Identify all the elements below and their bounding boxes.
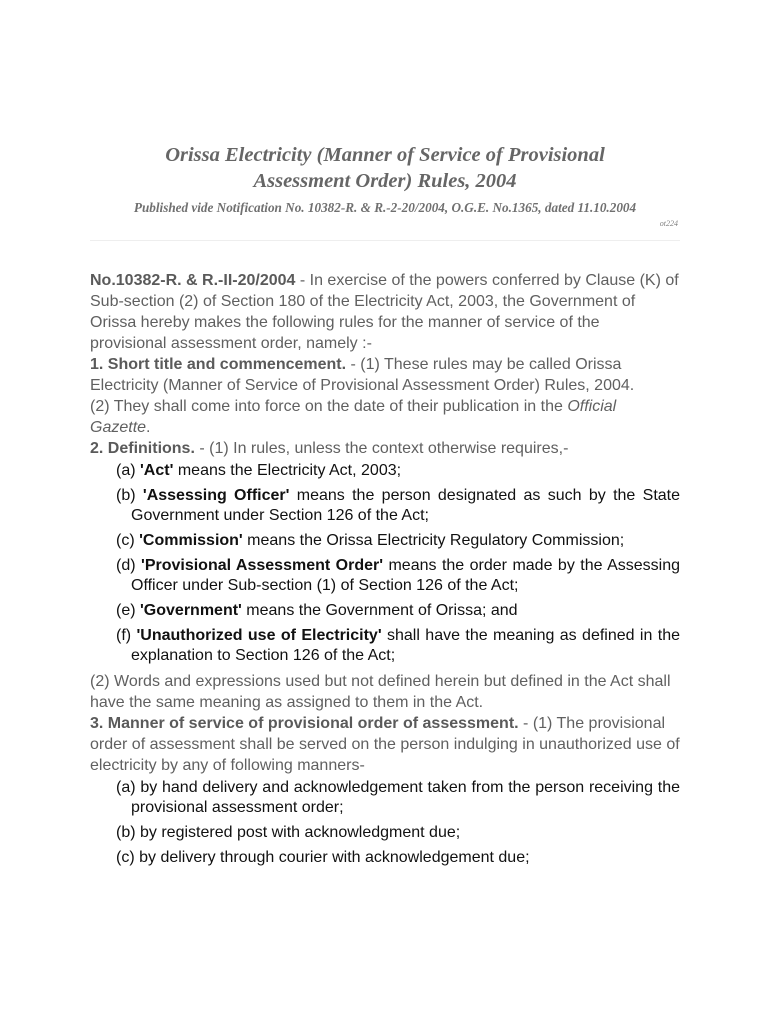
manner-item: (a) by hand delivery and acknowledgement taken from the person receiving the provisional assessment order; — [116, 779, 680, 816]
definition-item — [90, 461, 680, 481]
definition-label: (a) — [116, 462, 140, 479]
definition-label: (f) — [116, 627, 137, 644]
definition-term: 'Unauthorized use of Electricity' — [136, 627, 382, 644]
definitions-list — [90, 461, 680, 666]
definition-term: 'Act' — [140, 462, 174, 479]
manner-item: (b) by registered post with acknowledgment due; — [116, 824, 461, 841]
definition-term: 'Provisional Assessment Order' — [141, 557, 384, 574]
rule-2-heading: 2. Definitions. — [90, 440, 195, 457]
rule-1-heading: 1. Short title and commencement. — [90, 356, 347, 373]
definition-label: (d) — [116, 557, 142, 574]
rule-3-paragraph — [90, 713, 680, 776]
definition-text: means the person designated as such by the State Government under Section 126 of the Act; — [131, 487, 681, 524]
rule-1-sub-2 — [90, 396, 680, 438]
header-divider — [90, 240, 680, 241]
rule-2-paragraph — [90, 438, 680, 459]
title-line-1: Orissa Electricity (Manner of Service of Provisional — [165, 144, 605, 166]
definition-item — [90, 626, 680, 666]
definition-term: 'Government' — [140, 602, 242, 619]
definition-item — [90, 601, 680, 621]
document-title — [90, 142, 680, 194]
page-reference: ot224 — [659, 219, 678, 228]
definition-text: means the Government of Orissa; and — [241, 602, 518, 619]
title-line-2: Assessment Order) Rules, 2004 — [253, 170, 517, 192]
publication-note: Published vide Notification No. 10382-R. & R.-2-20/2004, O.G.E. No.1365, dated 11.10.2004 — [133, 200, 637, 215]
rule-3-heading: 3. Manner of service of provisional order of assessment. — [90, 715, 519, 732]
definition-term: 'Assessing Officer' — [142, 487, 290, 504]
rule-3-text: - (1) The provisional order of assessment shall be served on the person indulging in unauthorized use of electricity by any of following manners- — [90, 715, 680, 774]
intro-paragraph — [90, 270, 680, 354]
definition-text: means the order made by the Assessing Officer under Sub-section (1) of Section 126 of the Act; — [131, 557, 681, 594]
document-body — [90, 270, 680, 873]
rule-1-paragraph — [90, 354, 680, 396]
rule-2-text: - (1) In rules, unless the context otherwise requires,- — [194, 440, 569, 457]
definition-label: (c) — [116, 532, 140, 549]
definition-text: means the Electricity Act, 2003; — [173, 462, 402, 479]
definition-label: (b) — [116, 487, 143, 504]
definition-text: shall have the meaning as defined in the explanation to Section 126 of the Act; — [131, 627, 680, 664]
rule-1-text: - (1) These rules may be called Orissa Electricity (Manner of Service of Provisional Assessment Order) Rules, 2004. — [90, 356, 635, 394]
definition-item — [90, 556, 680, 596]
manners-list — [90, 778, 680, 868]
intro-text: - In exercise of the powers conferred by Clause (K) of Sub-section (2) of Section 180 of the Electricity Act, 2003, the Government of Orissa hereby makes the following rules for the manner of service of the provisional assessment order, namely :- — [90, 272, 679, 352]
rule-2-sub-2: (2) Words and expressions used but not defined herein but defined in the Act shall have the same meaning as assigned to them in the Act. — [90, 673, 671, 711]
definition-term: 'Commission' — [139, 532, 243, 549]
rule-1-sub-2-end: . — [146, 419, 151, 436]
definition-item — [90, 486, 680, 526]
definition-text: means the Orissa Electricity Regulatory Commission; — [242, 532, 625, 549]
definition-item — [90, 531, 680, 551]
manner-item: (c) by delivery through courier with acknowledgement due; — [116, 849, 530, 866]
definition-label: (e) — [116, 602, 140, 619]
rule-1-sub-2-text: (2) They shall come into force on the date of their publication in the — [90, 398, 568, 415]
official-gazette: Official Gazette — [90, 398, 617, 436]
notification-number: No.10382-R. & R.-II-20/2004 — [90, 272, 296, 289]
